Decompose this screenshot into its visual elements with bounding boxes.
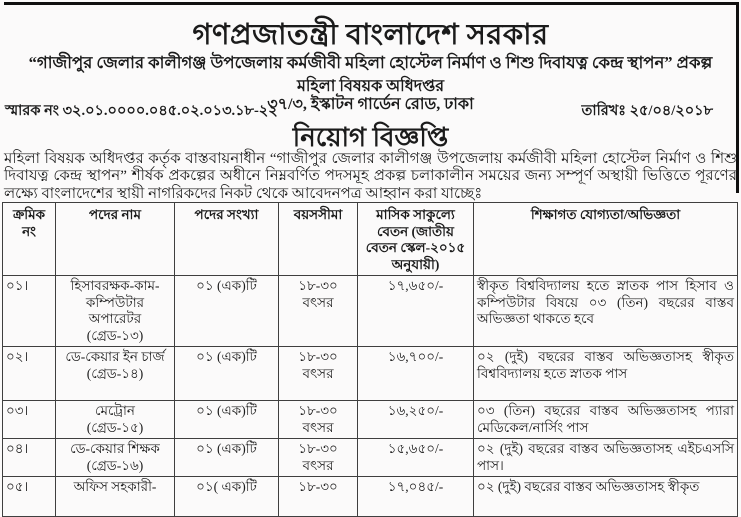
cell-post-count: ০১ (এক)টি — [175, 347, 279, 401]
office-address: ৩৭/৩, ইস্কাটন গার্ডেন রোড, ঢাকা — [267, 96, 474, 113]
post-grade: (গ্রেড-১৬) — [86, 457, 144, 473]
cell-qualification: স্বীকৃত বিশ্ববিদ্যালয় হতে স্নাতক পাস হিসাব ও কম্পিউটার বিষয়ে ০৩ (তিন) বছরের বাস্তব অভিজ্ঞতা থাকতে হবে — [474, 276, 738, 347]
cell-qualification: ০২ (দুই) বছরের বাস্তব অভিজ্ঞতাসহ স্বীকৃত বিশ্ববিদ্যালয় হতে স্নাতক পাস — [474, 347, 738, 401]
cell-salary: ১৭,৬৫০/- — [358, 276, 474, 347]
cell-salary: ১৬,২৫০/- — [358, 401, 474, 439]
cell-post-name — [56, 477, 175, 517]
project-name-line: “গাজীপুর জেলার কালীগঞ্জ উপজেলায় কর্মজীবী মহিলা হোস্টেল নির্মাণ ও শিশু দিবাযত্ন কেন্দ্র স্থাপন” প্রকল্প — [28, 53, 713, 72]
cell-age-limit: ১৮-৩০ বৎসর — [279, 276, 358, 347]
table-row-clipped — [3, 477, 738, 517]
table-row — [3, 276, 738, 347]
intro-paragraph: মহিলা বিষয়ক অধিদপ্তর কর্তৃক বাস্তবায়নাধীন “গাজীপুর জেলার কালীগঞ্জ উপজেলায় কর্মজীবী মহিলা হোস্টেল নির্মাণ ও শিশু দিবাযত্ন কেন্দ্র স্থাপন” শীর্ষক প্রকল্পের অধীনে নিম্নবর্ণিত পদসমূহ প্রকল্প চলাকালীন সময়ের জন্য সম্পূর্ণ অস্থায়ী ভিত্তিতে পূরণের লক্ষ্যে বাংলাদেশের স্থায়ী নাগরিকদের নিকট থেকে আবেদনপত্র আহ্বান করা যাচ্ছেঃ — [4, 151, 737, 202]
cell-post-count: ০১ (এক)টি — [175, 401, 279, 439]
cell-qualification: ০৩ (তিন) বছরের বাস্তব অভিজ্ঞতাসহ প্যারা মেডিকেল/নার্সিং পাস — [474, 401, 738, 439]
col-header-post-count: পদের সংখ্যা — [175, 203, 279, 276]
cell-age-limit: ১৮-৩০ বৎসর — [279, 401, 358, 439]
memo-number: স্মারক নং ৩২.০১.০০০০.০৪৫.০২.০১৩.১৮-২২ — [5, 103, 278, 119]
cell-post-name — [56, 276, 175, 347]
col-header-age-limit: বয়সসীমা — [279, 203, 358, 276]
cell-post-name — [56, 401, 175, 439]
post-title: অফিস সহকারী- — [73, 479, 157, 494]
recruitment-table — [2, 202, 738, 517]
cell-serial: ০৫। — [3, 477, 56, 517]
cell-age-limit: ১৮-৩০ — [279, 477, 358, 517]
cell-post-name — [56, 347, 175, 401]
cell-post-count: ০১ (এক)টি — [175, 276, 279, 347]
post-title: হিসাবরক্ষক-কাম-কম্পিউটার অপারেটর — [70, 278, 160, 326]
cell-age-limit: ১৮-৩০ বৎসর — [279, 347, 358, 401]
post-grade: (গ্রেড-১৫) — [86, 419, 144, 435]
cell-serial: ০৪। — [3, 439, 56, 477]
table-row — [3, 439, 738, 477]
department-name: মহিলা বিষয়ক অধিদপ্তর — [296, 78, 445, 95]
table-row — [3, 347, 738, 401]
notice-heading: নিয়োগ বিজ্ঞপ্তি — [292, 123, 449, 152]
cell-post-count: ০১ (এক)টি — [175, 439, 279, 477]
col-header-serial: ক্রমিক নং — [3, 203, 56, 276]
cell-salary: ১৭,০৪৫/- — [358, 477, 474, 517]
cell-serial: ০৩। — [3, 401, 56, 439]
cell-serial: ০১। — [3, 276, 56, 347]
cell-qualification: ০২ (দুই) বছরের বাস্তব অভিজ্ঞতাসহ স্বীকৃত — [474, 477, 738, 517]
col-header-post-name: পদের নাম — [56, 203, 175, 276]
cell-post-name — [56, 439, 175, 477]
table-row — [3, 401, 738, 439]
cell-post-count: ০১( এক)টি — [175, 477, 279, 517]
post-grade: (গ্রেড-১৪) — [86, 365, 144, 381]
top-border-rule — [4, 2, 737, 5]
post-title: ডে-কেয়ার ইন চার্জ — [65, 349, 165, 364]
post-grade: (গ্রেড-১৩) — [86, 327, 144, 343]
post-title: ডে-কেয়ার শিক্ষক — [70, 441, 160, 456]
notice-date: তারিখঃ ২৫/০৪/২০১৮ — [581, 103, 713, 119]
post-title: মেট্রোন — [95, 403, 135, 418]
cell-age-limit: ১৮-৩০ বৎসর — [279, 439, 358, 477]
cell-qualification: ০২ (দুই) বছরের বাস্তব অভিজ্ঞতাসহ এইচএসসি পাস। — [474, 439, 738, 477]
col-header-salary: মাসিক সাকুল্যে বেতন (জাতীয় বেতন স্কেল-২০১৫ অনুযায়ী) — [358, 203, 474, 276]
cell-salary: ১৬,৭০০/- — [358, 347, 474, 401]
government-title: গণপ্রজাতন্ত্রী বাংলাদেশ সরকার — [192, 19, 549, 51]
table-header-row — [3, 203, 738, 276]
col-header-qualification: শিক্ষাগত যোগ্যতা/অভিজ্ঞতা — [474, 203, 738, 276]
cell-serial: ০২। — [3, 347, 56, 401]
cell-salary: ১৫,৬৫০/- — [358, 439, 474, 477]
